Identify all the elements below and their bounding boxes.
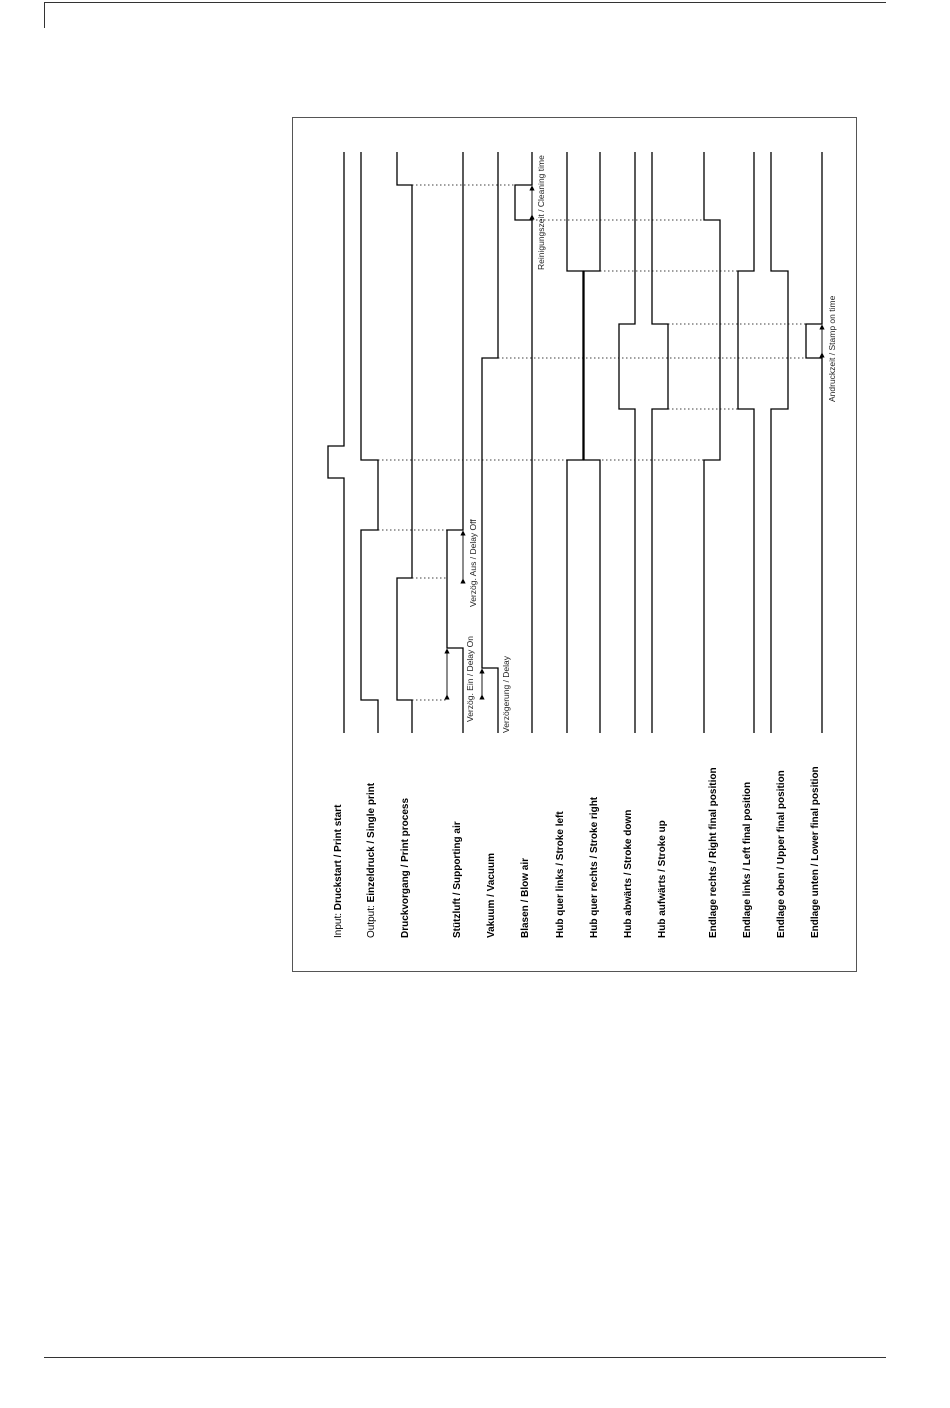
signal-name: Vakuum / Vacuum <box>486 852 497 938</box>
waveform-stroke-down <box>619 152 635 733</box>
signal-name: Hub quer rechts / Stroke right <box>589 796 600 938</box>
signal-label-stroke-right <box>589 796 600 938</box>
waveform-vacuum <box>482 152 498 733</box>
delay-off-label: Verzög. Aus / Delay Off <box>468 519 478 607</box>
alignment-lines <box>378 185 806 700</box>
signal-name: Hub aufwärts / Stroke up <box>657 820 668 938</box>
cleaning-time-label: Reinigungszeit / Cleaning time <box>536 155 546 270</box>
signal-name: Endlage rechts / Right final position <box>708 767 719 938</box>
signal-prefix: Input: <box>333 910 344 938</box>
signal-label-upper-final-position <box>776 770 787 938</box>
signal-name: Endlage unten / Lower final position <box>810 766 821 938</box>
signal-name: Blasen / Blow air <box>520 857 531 938</box>
waveform-supporting-air <box>447 152 463 733</box>
signal-label-stroke-down <box>623 810 634 938</box>
delay-on-label: Verzög. Ein / Delay On <box>465 636 475 722</box>
stamp-on-time-label: Andruckzeit / Stamp on time <box>827 295 837 402</box>
waveform-blow-air <box>515 152 532 733</box>
signal-name: Druckvorgang / Print process <box>400 797 411 938</box>
waveform-stroke-left <box>567 152 583 733</box>
signal-label-stroke-left <box>555 811 566 938</box>
waveform-lower-final-position <box>806 152 822 733</box>
waveform-left-final-position <box>738 152 754 733</box>
waveform-right-final-position <box>704 152 720 733</box>
signal-label-print-process <box>400 798 411 938</box>
signal-label-input-print-start <box>333 804 344 938</box>
waveform-upper-final-position <box>771 152 788 733</box>
signal-name: Endlage oben / Upper final position <box>776 770 787 938</box>
signal-label-output-single-print <box>366 782 377 938</box>
waveform-stroke-up <box>652 152 668 733</box>
signal-label-blow-air <box>520 858 531 938</box>
waveform-print-process <box>397 152 412 733</box>
signal-name: Einzeldruck / Single print <box>366 782 377 903</box>
signal-label-left-final-position <box>742 782 753 938</box>
waveform-stroke-right <box>584 152 600 733</box>
signal-label-vacuum <box>486 853 497 938</box>
signal-label-right-final-position <box>708 767 719 938</box>
signal-name: Stützluft / Supporting air <box>452 821 463 938</box>
signal-label-supporting-air <box>452 821 463 938</box>
signal-name: Endlage links / Left final position <box>742 781 753 938</box>
signal-label-lower-final-position <box>810 766 821 938</box>
waveform-output-single-print <box>361 152 378 733</box>
waveform-input-print-start <box>328 152 344 733</box>
signal-label-stroke-up <box>657 820 668 938</box>
signal-name: Hub abwärts / Stroke down <box>623 809 634 938</box>
signal-name: Druckstart / Print start <box>333 804 344 911</box>
signal-name: Hub quer links / Stroke left <box>555 811 566 938</box>
signal-prefix: Output: <box>366 902 377 938</box>
delay-label: Verzögerung / Delay <box>501 655 511 733</box>
